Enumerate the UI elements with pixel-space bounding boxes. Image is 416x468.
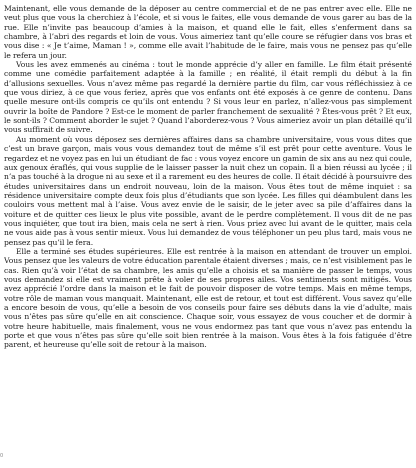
paragraph-3: Au moment où vous déposez ses dernières affaires dans sa chambre universitaire, vous vous dites que c’est un brave garçon, mais vous vous demandez tout de même s’il est prêt pour cette aventure. Vous le regardez et ne voyez pas en lui un étudiant de fac : vous voyez encore un gamin de six ans au nez qui coule, aux genoux éraflés, qui vous supplie de le laisser passer la nuit chez un copain. Il a bien réussi au lycée ; il n’a pas touché à la drogue ni au sexe et il a rarement eu des heures de colle. Il était décidé à poursuivre des études universitaires dans un endroit nouveau, loin de la maison. Vous êtes tout de même inquiet : sa résidence universitaire compte deux fois plus d’étudiants que son lycée. Les filles qui déambulent dans les couloirs vous mettent mal à l’aise. Vous avez envie de le saisir, de le jeter avec sa pile d’affaires dans la voiture et de quitter ces lieux le plus vite possible, avant de le perdre complètement. Il vous dit de ne pas vous inquiéter, que tout ira bien, mais cela ne sert à rien. Vous priez avec lui avant de le quitter, mais cela ne vous aide pas à vous sentir mieux. Vous lui demandez de vous téléphoner un peu plus tard, mais vous ne pensez pas qu’il le fera.: [4, 134, 412, 247]
paragraph-1: Maintenant, elle vous demande de la déposer au centre commercial et de ne pas entrer avec elle. Elle ne veut plus que vous la cherchiez à l’école, et si vous le faites, elle vous demande de vous garer au bas de la rue. Elle n’invite pas beaucoup d’amies à la maison, et quand elle le fait, elles s’enferment dans sa chambre, à l’abri des regards et loin de vous. Vous aimeriez tant qu’elle coure se réfugier dans vos bras et vous dise : « Je t’aime, Maman ! », comme elle avait l’habitude de le faire, mais vous ne pensez pas qu’elle le refera un jour.: [4, 4, 412, 60]
document-page: [4, 4, 412, 464]
paragraph-4: Elle a terminé ses études supérieures. Elle est rentrée à la maison en attendant de trouver un emploi. Vous pensez que les valeurs de votre éducation parentale étaient diverses ; mais, ce n’est visiblement pas le cas. Rien qu’à voir l’état de sa chambre, les amis qu’elle a choisis et sa manière de passer le temps, vous vous demandez si elle est vraiment prête à voler de ses propres ailes. Vos sentiments sont mitigés. Vous avez apprécié l’ordre dans la maison et le fait de pouvoir disposer de votre temps. Mais en même temps, votre rôle de maman vous manquait. Maintenant, elle est de retour, et tout est différent. Vous savez qu’elle a encore besoin de vous, qu’elle a besoin de vos conseils pour faire ses débuts dans la vie d’adulte, mais vous n’êtes pas sûre qu’elle en ait conscience. Chaque soir, vous essayez de vous coucher et de dormir à votre heure habituelle, mais finalement, vous ne vous endormez pas tant que vous n’avez pas entendu la porte et que vous n’êtes pas sûre qu’elle soit bien rentrée à la maison. Vous êtes à la fois fatiguée d’être parent, et heureuse qu’elle soit de retour à la maison.: [4, 246, 412, 350]
paragraph-2: Vous les avez emmenés au cinéma : tout le monde appréciе d’y aller en famille. Le film était présenté comme une comédie parfaitement adaptée à la famille ; en réalité, il était rempli du début à la fin d’allusions sexuelles. Vous n’avez même pas regardé la dernière partie du film, car vous réfléchissiez à ce que vous diriez, à ce que vous feriez, après que vos enfants ont été exposés à ce genre de contenu. Dans quelle mesure ont-ils compris ce qu’ils ont entendu ? Si vous leur en parlez, n’allez-vous pas simplement ouvrir la boîte de Pandore ? Est-ce le moment de parler franchement de sexualité ? Êtes-vous prêt ? Et eux, le sont-ils ? Comment aborder le sujet ? Quand l’aborderez-vous ? Vous aimeriez avoir un plan détaillé qu’il vous suffirait de suivre.: [4, 60, 412, 135]
margin-mark: 0: [0, 453, 4, 459]
